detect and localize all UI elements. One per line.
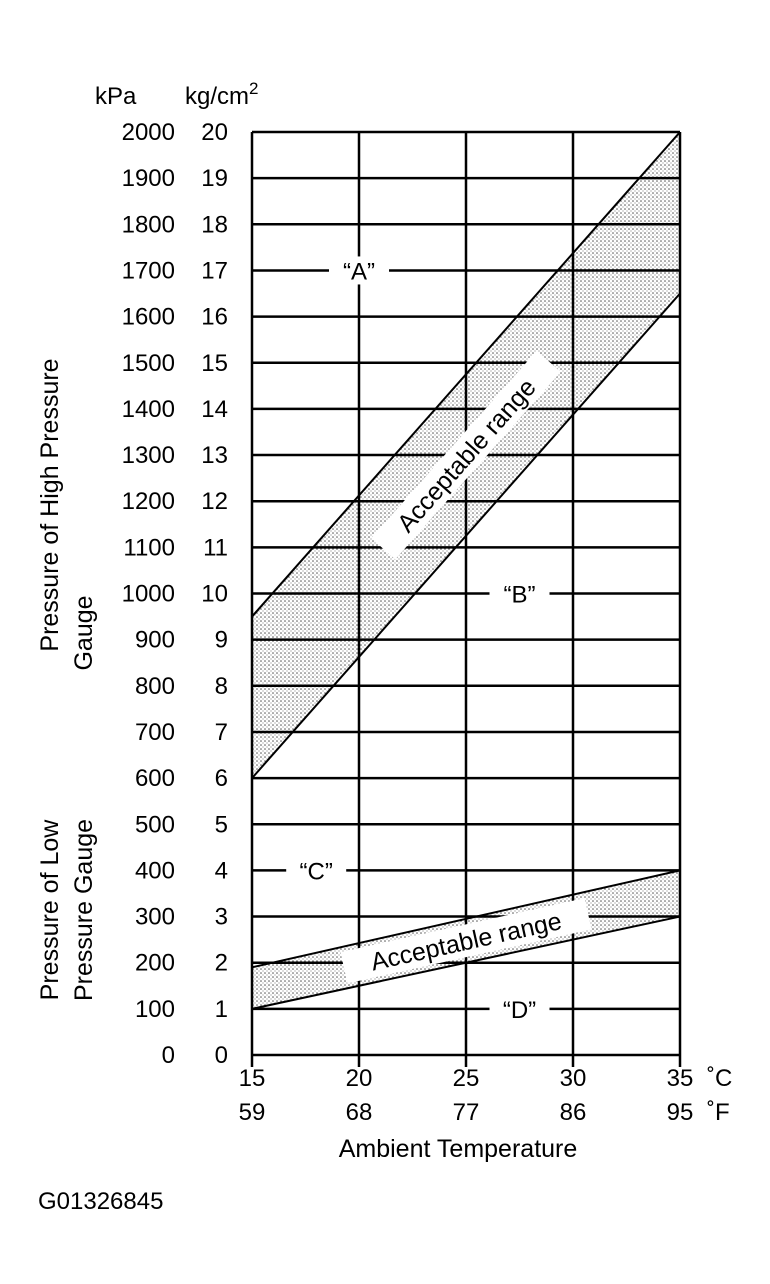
y-tick-kpa: 500: [134, 811, 175, 839]
x-tick-celsius: 20: [345, 1065, 373, 1092]
zone-label-1: “A”: [343, 258, 375, 286]
y-tick-kpa: 1400: [121, 395, 175, 423]
x-tick-fahrenheit: 86: [559, 1099, 587, 1126]
y-tick-kpa: 700: [134, 718, 175, 746]
x-tick-fahrenheit: 77: [452, 1099, 480, 1126]
y-tick-kg: 5: [214, 811, 228, 839]
y-tick-kg: 0: [214, 1042, 228, 1069]
y-tick-kg: 3: [214, 903, 228, 931]
y-tick-kg: 17: [201, 257, 228, 285]
x-tick-fahrenheit: 68: [345, 1099, 373, 1126]
y-tick-kpa: 0: [161, 1042, 175, 1069]
y-tick-kg: 20: [201, 119, 228, 146]
x-unit-celsius: ˚C: [707, 1065, 733, 1092]
y-unit-kg: $kg/cm^2$: [185, 79, 259, 110]
y-tick-kg: 4: [214, 857, 228, 885]
y-tick-kpa: 100: [134, 995, 175, 1023]
y-tick-kpa: 1600: [121, 303, 175, 331]
y-tick-kg: 19: [201, 165, 228, 193]
y-axis-title-low-line2: Pressure Gauge: [70, 818, 98, 1002]
figure-id: G01326845: [38, 1188, 164, 1215]
y-tick-kg: 14: [201, 395, 228, 423]
y-axis-title-high-line1: Pressure of High Pressure: [36, 358, 64, 652]
y-tick-kpa: 1500: [121, 349, 175, 377]
y-axis-title-high-line2: Gauge: [70, 595, 98, 671]
y-tick-kg: 9: [214, 626, 228, 654]
zone-label-3: “C”: [299, 858, 333, 886]
x-tick-celsius: 25: [452, 1065, 480, 1092]
y-tick-kg: 7: [214, 718, 228, 746]
y-tick-kpa: 1000: [121, 580, 175, 608]
y-tick-kg: 16: [201, 303, 228, 331]
band-label-2: Acceptable range: [368, 907, 565, 977]
zone-label-4: “D”: [502, 996, 537, 1024]
y-tick-kg: 2: [214, 949, 228, 977]
y-tick-kpa: 1800: [121, 211, 175, 239]
band-label-1: Acceptable range: [391, 373, 542, 538]
x-tick-celsius: 30: [559, 1065, 587, 1092]
y-tick-kpa: 1200: [121, 488, 175, 516]
y-tick-kpa: 800: [134, 672, 175, 700]
y-tick-kg: 10: [201, 580, 228, 608]
y-tick-kg: 13: [201, 442, 228, 470]
y-tick-kpa: 400: [134, 857, 175, 885]
y-tick-kg: 1: [214, 995, 228, 1023]
x-axis-title: Ambient Temperature: [338, 1135, 578, 1163]
y-tick-kg: 6: [214, 765, 228, 793]
y-tick-kpa: 1300: [121, 442, 175, 470]
y-unit-kpa: kPa: [95, 83, 137, 110]
x-tick-fahrenheit: 95: [666, 1099, 694, 1126]
y-tick-kpa: 1100: [123, 534, 175, 562]
x-tick-celsius: 15: [238, 1065, 266, 1092]
x-tick-celsius: 35: [666, 1065, 694, 1092]
y-tick-kpa: 900: [134, 626, 175, 654]
y-tick-kg: 18: [201, 211, 228, 239]
y-tick-kg: 12: [201, 488, 228, 516]
x-tick-fahrenheit: 59: [238, 1099, 266, 1126]
y-tick-kpa: 2000: [121, 119, 175, 146]
y-tick-kpa: 1900: [121, 165, 175, 193]
y-tick-kg: 8: [214, 672, 228, 700]
y-tick-kpa: 200: [134, 949, 175, 977]
x-unit-fahrenheit: ˚F: [707, 1099, 730, 1126]
y-tick-kpa: 1700: [121, 257, 175, 285]
y-tick-kpa: 300: [134, 903, 175, 931]
y-tick-kg: 11: [203, 534, 228, 562]
y-tick-kg: 15: [201, 349, 228, 377]
y-axis-title-low-line1: Pressure of Low: [36, 819, 64, 1001]
zone-label-2: “B”: [503, 581, 536, 609]
y-tick-kpa: 600: [134, 765, 175, 793]
